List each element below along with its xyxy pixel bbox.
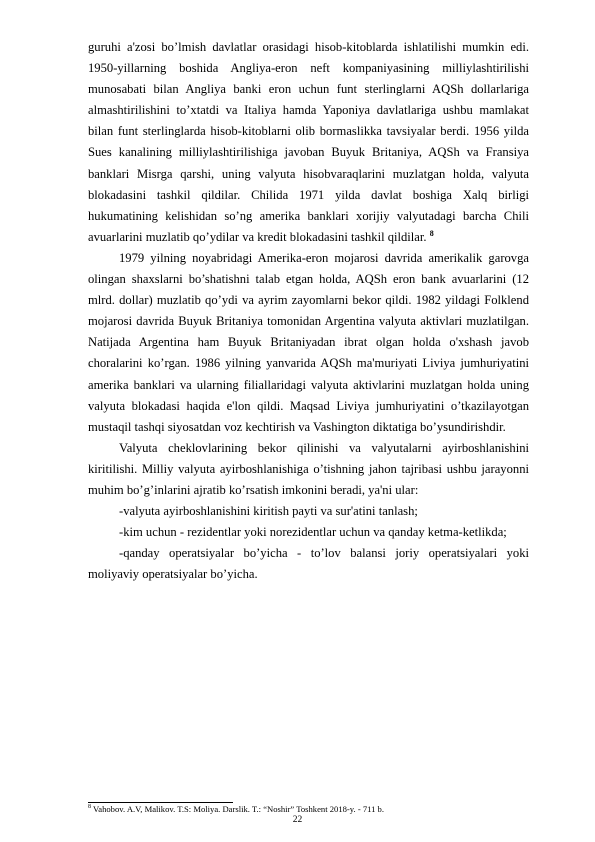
footnote-number: 8 bbox=[88, 804, 91, 811]
body-text bbox=[88, 37, 529, 585]
list-item-1: -valyuta ayirboshlanishini kiritish payti va sur'atini tanlash; bbox=[119, 504, 418, 519]
paragraph-3: Valyuta cheklovlarining bekor qilinishi va valyutalarni ayirboshlanishini kiritilishi. Milliy valyuta ayirboshlanishiga o’tishning jahon tajribasi ushbu jarayonni muhim bo’g’inlarini ajratib ko’rsatish imkonini beradi, ya'ni ular: bbox=[88, 440, 529, 497]
footnote-divider bbox=[88, 802, 233, 803]
page-number: 22 bbox=[292, 815, 303, 825]
list-item-2: -kim uchun - rezidentlar yoki norezidentlar uchun va qanday ketma-ketlikda; bbox=[119, 525, 507, 540]
footnote-text: Vahobov. A.V, Malikov. T.S: Moliya. Darslik. T.: “Noshir” Toshkent 2018-y. - 711 b. bbox=[93, 804, 385, 814]
footnote-ref: 8 bbox=[429, 228, 434, 238]
paragraph-1 bbox=[88, 37, 529, 248]
paragraph-1-text: guruhi a'zosi bo’lmish davlatlar orasidagi hisob-kitoblarda ishlatilishi mumkin edi. 1950-yillarning boshida Angliya-eron neft kompaniyasining milliylashtirilishi munosabati bilan Angliya banki eron uchun funt sterlinglarni AQSh dollarlariga almashtirilishini to’xtatdi va Italiya hamda Yaponiya davlatlariga ushbu mamlakat bilan funt sterlinglarda hisob-kitoblarni olib bormaslikka tavsiyalar berdi. 1956 yilda Sues kanalining milliylashtirilishiga javoban Buyuk Britaniya, AQSh va Fransiya banklari Misrga qarshi, uning valyuta hisobvaraqlarini muzlatgan holda, valyuta blokadasini tashkil qildilar. Chilida 1971 yilda davlat boshiga Xalq birligi hukumatining kelishidan so’ng amerika banklari xorijiy valyutadagi barcha Chili avuarlarini muzlatib qo’ydilar va kredit blokadasini tashkil qildilar. bbox=[88, 40, 529, 244]
list-item-3: -qanday operatsiyalar bo’yicha - to’lov balansi joriy operatsiyalari yoki moliyaviy operatsiyalar bo’yicha. bbox=[88, 546, 529, 582]
paragraph-2: 1979 yilning noyabridagi Amerika-eron mojarosi davrida amerikalik garovga olingan shaxslarni bo’shatishni talab etgan holda, AQSh eron bank avuarlarini (12 mlrd. dollar) muzlatib qo’ydi va ayrim zayomlarni bekor qildi. 1982 yildagi Folklend mojarosi davrida Buyuk Britaniya tomonidan Argentina valyuta aktivlari muzlatilgan. Natijada Argentina ham Buyuk Britaniyadan ibrat olgan holda o'xshash javob choralarini ko’rgan. 1986 yilning yanvarida AQSh ma'muriyati Liviya jumhuriyatini amerika banklari va ularning filiallaridagi valyuta aktivlarini muzlatgan holda uning valyuta blokadasi haqida e'lon qildi. Maqsad Liviya jumhuriyatini o’tkazilayotgan mustaqil tashqi siyosatdan voz kechtirish va Vashington diktatiga bo’ysundirishdir. bbox=[88, 250, 529, 434]
footnote bbox=[88, 804, 529, 815]
